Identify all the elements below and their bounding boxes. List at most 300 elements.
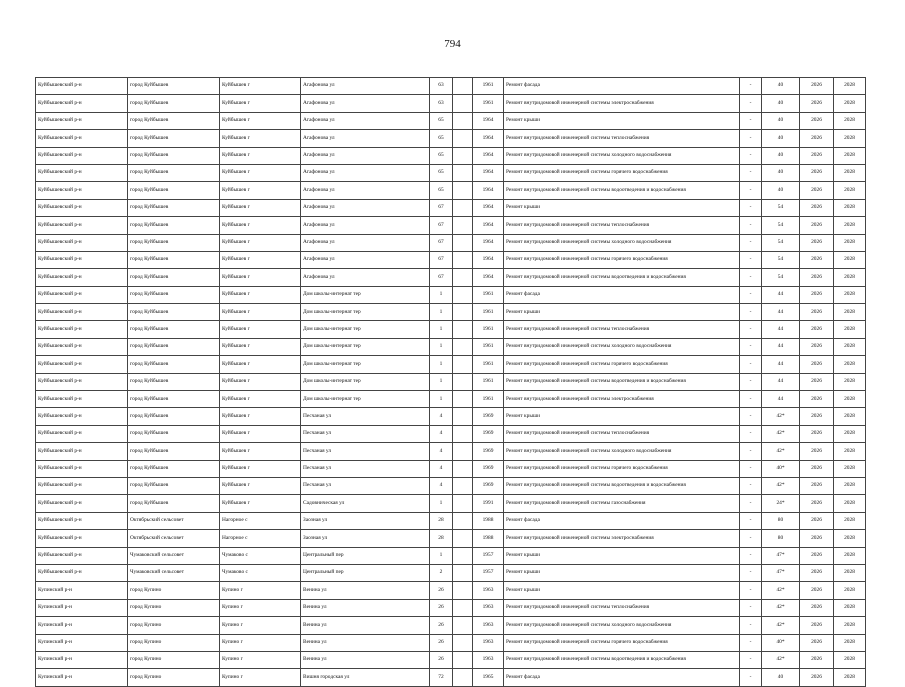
- year-cell: 1963: [473, 599, 504, 616]
- district-cell: Куйбышевский р-н: [36, 408, 128, 425]
- year-start-cell: 2026: [800, 617, 834, 634]
- work-type-cell: Ремонт внутридомовой инженерной системы горячего водоснабжения: [504, 164, 740, 181]
- house-number-cell: 67: [430, 217, 453, 234]
- year-cell: 1988: [473, 530, 504, 547]
- year-cell: 1969: [473, 477, 504, 494]
- work-type-cell: Ремонт внутридомовой инженерной системы теплоснабжения: [504, 130, 740, 147]
- settlement-cell: город Купино: [128, 582, 220, 599]
- district-cell: Куйбышевский р-н: [36, 130, 128, 147]
- work-type-cell: Ремонт внутридомовой инженерной системы теплоснабжения: [504, 217, 740, 234]
- year-start-cell: 2026: [800, 78, 834, 95]
- year-cell: 1961: [473, 321, 504, 338]
- street-cell: Центральный пер: [301, 564, 430, 581]
- street-cell: Агафонова ул: [301, 234, 430, 251]
- locality-cell: Куйбышев г: [220, 338, 301, 355]
- table-row: [36, 251, 866, 268]
- locality-cell: Куйбышев г: [220, 234, 301, 251]
- house-number-cell: 1: [430, 391, 453, 408]
- table-row: [36, 512, 866, 529]
- street-cell: Венина ул: [301, 617, 430, 634]
- street-cell: Венина ул: [301, 651, 430, 668]
- house-number-cell: 26: [430, 617, 453, 634]
- table-row: [36, 617, 866, 634]
- value-cell: 44: [762, 391, 800, 408]
- year-start-cell: 2026: [800, 582, 834, 599]
- locality-cell: Куйбышев г: [220, 147, 301, 164]
- district-cell: Куйбышевский р-н: [36, 304, 128, 321]
- work-type-cell: Ремонт крыши: [504, 582, 740, 599]
- building-cell: [453, 95, 473, 112]
- house-number-cell: 67: [430, 251, 453, 268]
- street-cell: Песчаная ул: [301, 460, 430, 477]
- district-cell: Куйбышевский р-н: [36, 199, 128, 216]
- locality-cell: Куйбышев г: [220, 477, 301, 494]
- year-cell: 1964: [473, 130, 504, 147]
- house-number-cell: 28: [430, 512, 453, 529]
- table-row: [36, 304, 866, 321]
- locality-cell: Нагорное с: [220, 512, 301, 529]
- settlement-cell: город Куйбышев: [128, 78, 220, 95]
- year-end-cell: 2028: [834, 651, 866, 668]
- work-type-cell: Ремонт крыши: [504, 112, 740, 129]
- dash-cell: -: [740, 304, 762, 321]
- year-cell: 1961: [473, 304, 504, 321]
- year-start-cell: 2026: [800, 391, 834, 408]
- year-end-cell: 2028: [834, 269, 866, 286]
- house-number-cell: 67: [430, 234, 453, 251]
- year-start-cell: 2026: [800, 373, 834, 390]
- table-row: [36, 408, 866, 425]
- value-cell: 42*: [762, 651, 800, 668]
- house-number-cell: 65: [430, 164, 453, 181]
- district-cell: Куйбышевский р-н: [36, 425, 128, 442]
- table-row: [36, 321, 866, 338]
- house-number-cell: 72: [430, 669, 453, 686]
- table-row: [36, 669, 866, 686]
- work-type-cell: Ремонт внутридомовой инженерной системы горячего водоснабжения: [504, 251, 740, 268]
- year-cell: 1964: [473, 199, 504, 216]
- year-start-cell: 2026: [800, 234, 834, 251]
- year-end-cell: 2028: [834, 443, 866, 460]
- house-number-cell: 65: [430, 147, 453, 164]
- year-cell: 1963: [473, 582, 504, 599]
- house-number-cell: 26: [430, 651, 453, 668]
- table-row: [36, 199, 866, 216]
- locality-cell: Купино г: [220, 651, 301, 668]
- house-number-cell: 1: [430, 373, 453, 390]
- settlement-cell: город Куйбышев: [128, 217, 220, 234]
- table-row: [36, 495, 866, 512]
- dash-cell: -: [740, 564, 762, 581]
- locality-cell: Куйбышев г: [220, 251, 301, 268]
- work-type-cell: Ремонт внутридомовой инженерной системы холодного водоснабжения: [504, 617, 740, 634]
- work-type-cell: Ремонт внутридомовой инженерной системы горячего водоснабжения: [504, 460, 740, 477]
- settlement-cell: город Куйбышев: [128, 460, 220, 477]
- year-cell: 1969: [473, 460, 504, 477]
- house-number-cell: 26: [430, 634, 453, 651]
- street-cell: Венина ул: [301, 599, 430, 616]
- year-end-cell: 2028: [834, 512, 866, 529]
- year-cell: 1961: [473, 78, 504, 95]
- year-start-cell: 2026: [800, 130, 834, 147]
- street-cell: Заозная ул: [301, 512, 430, 529]
- house-number-cell: 4: [430, 408, 453, 425]
- year-end-cell: 2028: [834, 112, 866, 129]
- district-cell: Куйбышевский р-н: [36, 495, 128, 512]
- building-cell: [453, 669, 473, 686]
- district-cell: Купинский р-н: [36, 651, 128, 668]
- settlement-cell: Чумаковский сельсовет: [128, 564, 220, 581]
- house-number-cell: 67: [430, 199, 453, 216]
- value-cell: 44: [762, 373, 800, 390]
- table-row: [36, 112, 866, 129]
- dash-cell: -: [740, 547, 762, 564]
- building-cell: [453, 338, 473, 355]
- building-cell: [453, 373, 473, 390]
- year-end-cell: 2028: [834, 425, 866, 442]
- settlement-cell: Чумаковский сельсовет: [128, 547, 220, 564]
- building-cell: [453, 164, 473, 181]
- year-cell: 1961: [473, 286, 504, 303]
- house-number-cell: 1: [430, 547, 453, 564]
- dash-cell: -: [740, 95, 762, 112]
- house-number-cell: 1: [430, 304, 453, 321]
- table-row: [36, 460, 866, 477]
- year-start-cell: 2026: [800, 443, 834, 460]
- work-type-cell: Ремонт внутридомовой инженерной системы водоотведения и водоснабжения: [504, 373, 740, 390]
- settlement-cell: город Купино: [128, 669, 220, 686]
- dash-cell: -: [740, 495, 762, 512]
- street-cell: Садовническая ул: [301, 495, 430, 512]
- value-cell: 42*: [762, 599, 800, 616]
- dash-cell: -: [740, 234, 762, 251]
- district-cell: Купинский р-н: [36, 634, 128, 651]
- settlement-cell: город Куйбышев: [128, 269, 220, 286]
- year-start-cell: 2026: [800, 512, 834, 529]
- work-type-cell: Ремонт фасада: [504, 512, 740, 529]
- value-cell: 40: [762, 669, 800, 686]
- year-end-cell: 2028: [834, 564, 866, 581]
- value-cell: 40: [762, 130, 800, 147]
- year-cell: 1964: [473, 251, 504, 268]
- work-type-cell: Ремонт внутридомовой инженерной системы электроснабжения: [504, 95, 740, 112]
- street-cell: Песчаная ул: [301, 425, 430, 442]
- street-cell: Дом школы-интернат тер: [301, 356, 430, 373]
- street-cell: Дом школы-интернат тер: [301, 338, 430, 355]
- work-type-cell: Ремонт внутридомовой инженерной системы водоотведения и водоснабжения: [504, 477, 740, 494]
- house-number-cell: 1: [430, 338, 453, 355]
- settlement-cell: город Куйбышев: [128, 338, 220, 355]
- year-end-cell: 2028: [834, 530, 866, 547]
- year-start-cell: 2026: [800, 564, 834, 581]
- table-row: [36, 582, 866, 599]
- year-cell: 1957: [473, 547, 504, 564]
- value-cell: 54: [762, 234, 800, 251]
- year-cell: 1969: [473, 408, 504, 425]
- building-cell: [453, 234, 473, 251]
- street-cell: Агафонова ул: [301, 112, 430, 129]
- year-end-cell: 2028: [834, 599, 866, 616]
- year-cell: 1961: [473, 95, 504, 112]
- building-cell: [453, 599, 473, 616]
- table-row: [36, 78, 866, 95]
- locality-cell: Куйбышев г: [220, 391, 301, 408]
- house-number-cell: 26: [430, 599, 453, 616]
- building-cell: [453, 391, 473, 408]
- year-start-cell: 2026: [800, 217, 834, 234]
- year-end-cell: 2028: [834, 78, 866, 95]
- work-type-cell: Ремонт фасада: [504, 669, 740, 686]
- year-end-cell: 2028: [834, 147, 866, 164]
- table-row: [36, 130, 866, 147]
- settlement-cell: город Куйбышев: [128, 408, 220, 425]
- street-cell: Песчаная ул: [301, 477, 430, 494]
- year-start-cell: 2026: [800, 634, 834, 651]
- dash-cell: -: [740, 130, 762, 147]
- street-cell: Агафонова ул: [301, 251, 430, 268]
- locality-cell: Куйбышев г: [220, 130, 301, 147]
- street-cell: Агафонова ул: [301, 95, 430, 112]
- year-start-cell: 2026: [800, 321, 834, 338]
- value-cell: 80: [762, 512, 800, 529]
- table-row: [36, 182, 866, 199]
- settlement-cell: город Куйбышев: [128, 425, 220, 442]
- year-start-cell: 2026: [800, 286, 834, 303]
- table-row: [36, 391, 866, 408]
- value-cell: 40: [762, 95, 800, 112]
- year-end-cell: 2028: [834, 95, 866, 112]
- locality-cell: Куйбышев г: [220, 373, 301, 390]
- work-type-cell: Ремонт внутридомовой инженерной системы горячего водоснабжения: [504, 356, 740, 373]
- district-cell: Куйбышевский р-н: [36, 460, 128, 477]
- district-cell: Куйбышевский р-н: [36, 78, 128, 95]
- settlement-cell: город Куйбышев: [128, 147, 220, 164]
- table-row: [36, 217, 866, 234]
- repair-schedule-table: [35, 77, 866, 687]
- dash-cell: -: [740, 391, 762, 408]
- district-cell: Куйбышевский р-н: [36, 530, 128, 547]
- work-type-cell: Ремонт внутридомовой инженерной системы теплоснабжения: [504, 599, 740, 616]
- district-cell: Куйбышевский р-н: [36, 373, 128, 390]
- street-cell: Венина ул: [301, 634, 430, 651]
- settlement-cell: город Куйбышев: [128, 112, 220, 129]
- dash-cell: -: [740, 599, 762, 616]
- building-cell: [453, 582, 473, 599]
- building-cell: [453, 512, 473, 529]
- building-cell: [453, 634, 473, 651]
- year-cell: 1964: [473, 147, 504, 164]
- district-cell: Куйбышевский р-н: [36, 112, 128, 129]
- value-cell: 47*: [762, 564, 800, 581]
- settlement-cell: Октябрьский сельсовет: [128, 512, 220, 529]
- table-row: [36, 530, 866, 547]
- year-start-cell: 2026: [800, 112, 834, 129]
- year-start-cell: 2026: [800, 338, 834, 355]
- settlement-cell: город Куйбышев: [128, 443, 220, 460]
- year-start-cell: 2026: [800, 164, 834, 181]
- locality-cell: Куйбышев г: [220, 460, 301, 477]
- year-start-cell: 2026: [800, 599, 834, 616]
- year-start-cell: 2026: [800, 547, 834, 564]
- dash-cell: -: [740, 78, 762, 95]
- value-cell: 40: [762, 147, 800, 164]
- locality-cell: Купино г: [220, 582, 301, 599]
- house-number-cell: 65: [430, 182, 453, 199]
- table-row: [36, 147, 866, 164]
- dash-cell: -: [740, 669, 762, 686]
- year-end-cell: 2028: [834, 251, 866, 268]
- district-cell: Куйбышевский р-н: [36, 443, 128, 460]
- street-cell: Венина ул: [301, 582, 430, 599]
- year-start-cell: 2026: [800, 147, 834, 164]
- dash-cell: -: [740, 460, 762, 477]
- locality-cell: Куйбышев г: [220, 425, 301, 442]
- value-cell: 24*: [762, 495, 800, 512]
- district-cell: Куйбышевский р-н: [36, 356, 128, 373]
- year-start-cell: 2026: [800, 669, 834, 686]
- year-end-cell: 2028: [834, 547, 866, 564]
- district-cell: Куйбышевский р-н: [36, 338, 128, 355]
- street-cell: Агафонова ул: [301, 199, 430, 216]
- work-type-cell: Ремонт крыши: [504, 547, 740, 564]
- district-cell: Куйбышевский р-н: [36, 321, 128, 338]
- locality-cell: Чумаково с: [220, 547, 301, 564]
- year-end-cell: 2028: [834, 617, 866, 634]
- table-row: [36, 269, 866, 286]
- dash-cell: -: [740, 147, 762, 164]
- house-number-cell: 65: [430, 112, 453, 129]
- year-end-cell: 2028: [834, 582, 866, 599]
- year-end-cell: 2028: [834, 391, 866, 408]
- year-start-cell: 2026: [800, 651, 834, 668]
- value-cell: 42*: [762, 477, 800, 494]
- work-type-cell: Ремонт внутридомовой инженерной системы теплоснабжения: [504, 321, 740, 338]
- street-cell: Дом школы-интернат тер: [301, 286, 430, 303]
- dash-cell: -: [740, 217, 762, 234]
- house-number-cell: 65: [430, 130, 453, 147]
- dash-cell: -: [740, 199, 762, 216]
- locality-cell: Нагорное с: [220, 530, 301, 547]
- district-cell: Куйбышевский р-н: [36, 564, 128, 581]
- value-cell: 42*: [762, 617, 800, 634]
- street-cell: Агафонова ул: [301, 130, 430, 147]
- year-cell: 1964: [473, 269, 504, 286]
- year-end-cell: 2028: [834, 234, 866, 251]
- year-cell: 1963: [473, 617, 504, 634]
- year-cell: 1963: [473, 651, 504, 668]
- value-cell: 54: [762, 199, 800, 216]
- street-cell: Заозная ул: [301, 530, 430, 547]
- settlement-cell: Октябрьский сельсовет: [128, 530, 220, 547]
- locality-cell: Куйбышев г: [220, 112, 301, 129]
- year-start-cell: 2026: [800, 251, 834, 268]
- settlement-cell: город Купино: [128, 617, 220, 634]
- table-row: [36, 651, 866, 668]
- year-end-cell: 2028: [834, 477, 866, 494]
- year-cell: 1961: [473, 391, 504, 408]
- year-start-cell: 2026: [800, 460, 834, 477]
- work-type-cell: Ремонт крыши: [504, 304, 740, 321]
- dash-cell: -: [740, 182, 762, 199]
- building-cell: [453, 269, 473, 286]
- year-cell: 1991: [473, 495, 504, 512]
- table-row: [36, 564, 866, 581]
- locality-cell: Куйбышев г: [220, 164, 301, 181]
- year-end-cell: 2028: [834, 164, 866, 181]
- house-number-cell: 63: [430, 95, 453, 112]
- street-cell: Агафонова ул: [301, 182, 430, 199]
- district-cell: Куйбышевский р-н: [36, 147, 128, 164]
- street-cell: Дом школы-интернат тер: [301, 321, 430, 338]
- work-type-cell: Ремонт крыши: [504, 408, 740, 425]
- dash-cell: -: [740, 617, 762, 634]
- locality-cell: Купино г: [220, 669, 301, 686]
- house-number-cell: 63: [430, 78, 453, 95]
- year-cell: 1964: [473, 182, 504, 199]
- house-number-cell: 1: [430, 495, 453, 512]
- year-start-cell: 2026: [800, 495, 834, 512]
- settlement-cell: город Куйбышев: [128, 495, 220, 512]
- year-cell: 1961: [473, 356, 504, 373]
- locality-cell: Купино г: [220, 617, 301, 634]
- year-end-cell: 2028: [834, 460, 866, 477]
- value-cell: 44: [762, 304, 800, 321]
- work-type-cell: Ремонт крыши: [504, 564, 740, 581]
- year-cell: 1961: [473, 373, 504, 390]
- value-cell: 40: [762, 78, 800, 95]
- value-cell: 47*: [762, 547, 800, 564]
- locality-cell: Куйбышев г: [220, 356, 301, 373]
- district-cell: Куйбышевский р-н: [36, 512, 128, 529]
- work-type-cell: Ремонт внутридомовой инженерной системы холодного водоснабжения: [504, 147, 740, 164]
- settlement-cell: город Куйбышев: [128, 391, 220, 408]
- settlement-cell: город Куйбышев: [128, 251, 220, 268]
- house-number-cell: 1: [430, 321, 453, 338]
- year-cell: 1969: [473, 443, 504, 460]
- year-cell: 1988: [473, 512, 504, 529]
- year-end-cell: 2028: [834, 408, 866, 425]
- page-number: 794: [444, 38, 461, 50]
- table-row: [36, 443, 866, 460]
- settlement-cell: город Купино: [128, 599, 220, 616]
- building-cell: [453, 112, 473, 129]
- year-start-cell: 2026: [800, 269, 834, 286]
- house-number-cell: 4: [430, 477, 453, 494]
- settlement-cell: город Куйбышев: [128, 373, 220, 390]
- district-cell: Купинский р-н: [36, 617, 128, 634]
- year-cell: 1961: [473, 338, 504, 355]
- street-cell: Песчаная ул: [301, 408, 430, 425]
- building-cell: [453, 425, 473, 442]
- table-row: [36, 425, 866, 442]
- value-cell: 40: [762, 112, 800, 129]
- street-cell: Агафонова ул: [301, 269, 430, 286]
- settlement-cell: город Куйбышев: [128, 130, 220, 147]
- dash-cell: -: [740, 356, 762, 373]
- table-row: [36, 164, 866, 181]
- dash-cell: -: [740, 112, 762, 129]
- street-cell: Дом школы-интернат тер: [301, 373, 430, 390]
- locality-cell: Куйбышев г: [220, 321, 301, 338]
- street-cell: Агафонова ул: [301, 78, 430, 95]
- year-end-cell: 2028: [834, 304, 866, 321]
- year-cell: 1964: [473, 234, 504, 251]
- year-end-cell: 2028: [834, 286, 866, 303]
- dash-cell: -: [740, 582, 762, 599]
- building-cell: [453, 304, 473, 321]
- street-cell: Песчаная ул: [301, 443, 430, 460]
- house-number-cell: 67: [430, 269, 453, 286]
